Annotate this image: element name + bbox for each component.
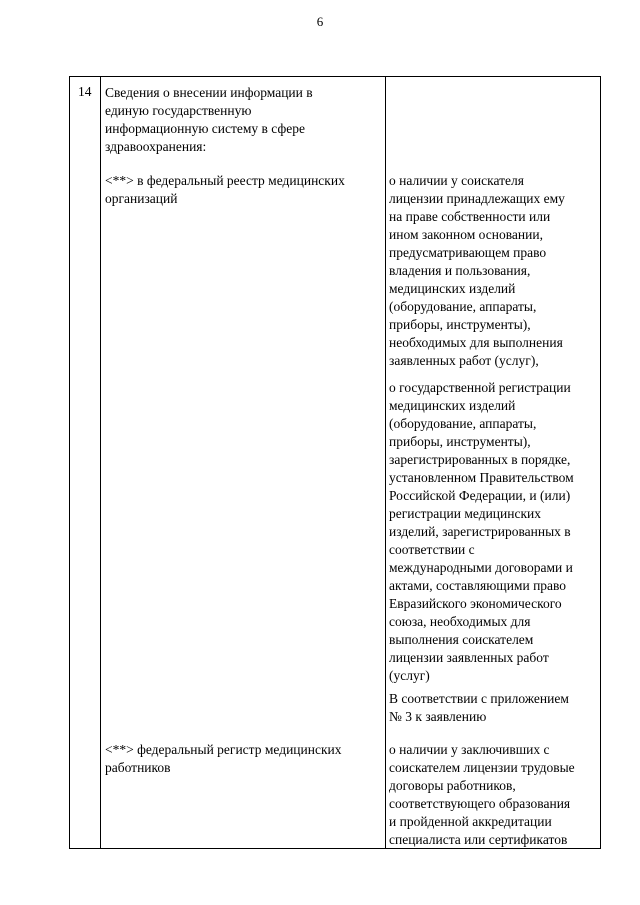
row-number: 14 <box>78 84 92 99</box>
column-divider <box>385 77 386 848</box>
column-divider <box>100 77 101 848</box>
page-number: 6 <box>316 14 324 29</box>
workers-info-text: о наличии у заключивших с соискателем лицензии трудовые договоры работников, соответствующего образования и пройденной аккредитации специалиста или сертификатов <box>389 742 575 847</box>
row-heading: Сведения о внесении информации в единую государственную информационную систему в сфере здравоохранения: <box>105 85 313 154</box>
registry-organizations-label: <**> в федеральный реестр медицинских организаций <box>105 173 345 206</box>
devices-ownership-text: о наличии у соискателя лицензии принадлежащих ему на праве собственности или ином законном основании, предусматривающем право владения и пользования, медицинских изделий (оборудование, аппараты, приборы, инструменты), необходимых для выполнения заявленных работ (услуг), <box>389 173 565 368</box>
requirements-table <box>69 76 601 849</box>
appendix-reference-text: В соответствии с приложением № 3 к заявлению <box>389 691 569 724</box>
devices-registration-text: о государственной регистрации медицинских изделий (оборудование, аппараты, приборы, инструменты), зарегистрированных в порядке, установленном Правительством Российской Федерации, и (или) регистрации медицинских изделий, зарегистрированных в соответствии с международными договорами и актами, составляющими право Евразийского экономического союза, необходимых для выполнения соискателем лицензии заявленных работ (услуг) <box>389 380 574 683</box>
registry-workers-label: <**> федеральный регистр медицинских работников <box>105 742 342 775</box>
